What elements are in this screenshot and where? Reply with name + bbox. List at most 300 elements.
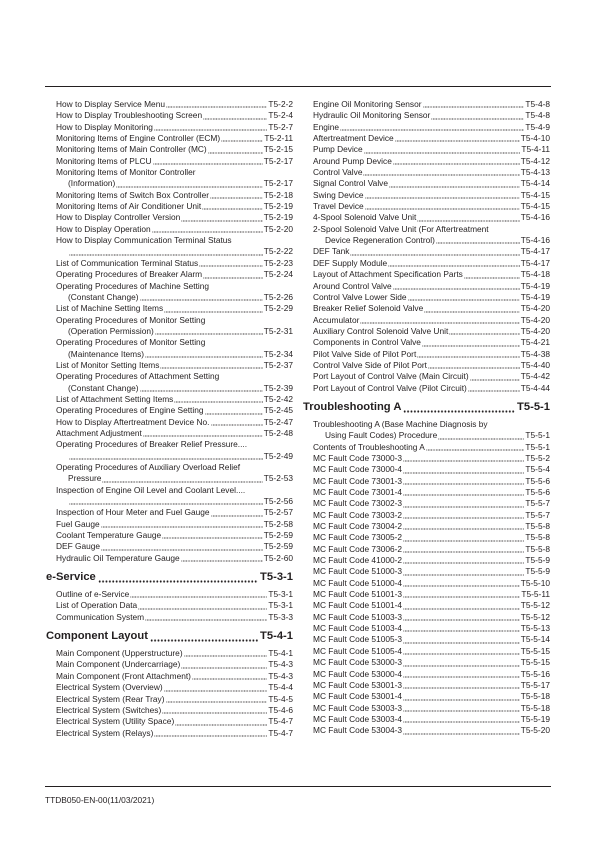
section-title: Troubleshooting A <box>303 400 402 413</box>
dot-leader <box>417 352 520 358</box>
toc-entry-page: T5-2-58 <box>263 518 293 529</box>
toc-entry-title: MC Fault Code 73000-3 <box>313 452 403 463</box>
toc-entry-title: Hydraulic Oil Monitoring Sensor <box>313 110 431 121</box>
dot-leader <box>140 295 263 301</box>
dot-leader <box>138 604 267 610</box>
dot-leader <box>438 434 524 440</box>
toc-entry-title: Operating Procedures of Machine Setting <box>56 280 210 291</box>
toc-entry-title: Operating Procedures of Auxiliary Overload Relief <box>56 462 241 472</box>
dot-leader <box>365 204 520 210</box>
toc-entry[interactable] <box>56 281 293 292</box>
toc-entry-page: T5-5-8 <box>525 521 550 532</box>
toc-entry[interactable] <box>313 224 550 235</box>
toc-entry-page: T5-5-16 <box>520 668 550 679</box>
toc-entry-page: T5-4-8 <box>525 110 550 121</box>
dot-leader <box>150 636 258 642</box>
toc-entry-page: T5-2-7 <box>268 121 293 132</box>
toc-entry-title: Port Layout of Control Valve (Main Circuit) <box>313 371 469 382</box>
dot-leader <box>162 708 267 714</box>
toc-right-column <box>303 99 550 737</box>
toc-entry-title: Operating Procedures of Attachment Setting <box>56 371 220 382</box>
toc-entry-title: (Information) <box>68 178 116 189</box>
toc-entry-page: T5-5-6 <box>525 487 550 497</box>
toc-entry[interactable] <box>313 99 550 110</box>
toc-entry-title: How to Display Controller Version <box>56 212 181 223</box>
toc-entry-page: T5-4-15 <box>520 201 550 212</box>
toc-entry[interactable] <box>313 133 550 144</box>
toc-entry-title: MC Fault Code 51005-4 <box>313 645 403 656</box>
toc-entry[interactable] <box>313 201 550 212</box>
dot-leader <box>154 125 268 131</box>
dot-leader <box>403 706 520 712</box>
toc-entry[interactable] <box>56 235 293 246</box>
toc-entry[interactable] <box>56 553 293 564</box>
dot-leader <box>155 329 263 335</box>
toc-entry-title: (Maintenance Items) <box>68 348 145 359</box>
toc-entry[interactable] <box>56 201 293 212</box>
toc-entry[interactable] <box>56 326 293 337</box>
dot-leader <box>154 731 267 737</box>
toc-entry-page: T5-2-53 <box>263 473 293 484</box>
dot-leader <box>423 102 525 108</box>
toc-entry-page: T5-2-37 <box>263 359 293 370</box>
toc-entry[interactable] <box>56 246 293 257</box>
toc-entry[interactable] <box>56 292 293 303</box>
toc-entry-page: T5-2-59 <box>263 530 293 541</box>
toc-entry[interactable] <box>313 144 550 155</box>
toc-entry-title: Signal Control Valve <box>313 178 388 189</box>
toc-entry[interactable] <box>313 269 550 280</box>
toc-entry-page: T5-4-14 <box>520 178 550 189</box>
dot-leader <box>403 558 524 564</box>
toc-list-service <box>56 99 293 564</box>
toc-entry-page: T5-5-18 <box>520 702 550 713</box>
toc-entry-page: T5-4-7 <box>268 727 293 738</box>
toc-entry[interactable] <box>56 648 293 659</box>
dot-leader <box>166 697 268 703</box>
toc-entry-page: T5-2-26 <box>263 291 293 302</box>
dot-leader <box>436 238 520 244</box>
toc-entry[interactable] <box>56 451 293 462</box>
toc-entry-title: Components in Control Valve <box>313 337 421 348</box>
toc-entry-page: T5-3-3 <box>268 611 293 622</box>
toc-entry[interactable] <box>313 714 550 725</box>
toc-entry[interactable] <box>56 110 293 121</box>
toc-entry-title: How to Display Communication Terminal Status <box>56 235 232 246</box>
dot-leader <box>422 341 520 347</box>
toc-entry-title: Main Component (Undercarriage) <box>56 659 181 670</box>
toc-entry-page: T5-4-20 <box>520 314 550 325</box>
toc-entry[interactable] <box>313 623 550 634</box>
toc-entry[interactable] <box>56 485 293 496</box>
dot-leader <box>431 114 524 120</box>
dot-leader <box>205 409 263 415</box>
toc-entry-title: Electrical System (Overview) <box>56 682 163 693</box>
toc-entry[interactable] <box>56 190 293 201</box>
toc-entry-page: T5-3-1 <box>268 600 293 611</box>
toc-entry-title: Breaker Relief Solenoid Valve <box>313 303 424 314</box>
toc-entry-title: Pump Device <box>313 144 363 155</box>
toc-entry-page: T5-4-18 <box>520 269 550 280</box>
dot-leader <box>403 513 524 519</box>
toc-entry[interactable] <box>56 462 293 473</box>
toc-entry-page: T5-2-17 <box>263 155 293 166</box>
toc-entry[interactable] <box>56 133 293 144</box>
toc-entry-title: MC Fault Code 41000-2 <box>313 555 403 566</box>
toc-entry[interactable] <box>56 405 293 416</box>
dot-leader <box>143 431 263 437</box>
toc-entry[interactable] <box>56 371 293 382</box>
toc-entry[interactable] <box>313 555 550 566</box>
toc-entry-page: T5-4-21 <box>520 337 550 348</box>
toc-entry-title: MC Fault Code 53001-4 <box>313 691 403 702</box>
toc-entry[interactable] <box>313 303 550 314</box>
toc-entry[interactable] <box>56 428 293 439</box>
toc-list-component-layout <box>56 648 293 739</box>
toc-entry-title: Monitoring Items of Main Controller (MC) <box>56 144 207 155</box>
toc-entry-title: List of Operation Data <box>56 600 138 611</box>
toc-entry-title: MC Fault Code 51001-4 <box>313 600 403 611</box>
dot-leader <box>202 204 263 210</box>
toc-entry-title: Control Valve <box>313 167 363 178</box>
dot-leader <box>184 651 268 657</box>
toc-entry[interactable] <box>313 337 550 348</box>
dot-leader <box>210 193 263 199</box>
toc-entry-title: MC Fault Code 53003-4 <box>313 713 403 724</box>
dot-leader <box>152 227 263 233</box>
dot-leader <box>393 159 520 165</box>
dot-leader <box>363 170 519 176</box>
toc-entry[interactable] <box>56 337 293 348</box>
dot-leader <box>403 581 520 587</box>
dot-leader <box>174 397 262 403</box>
toc-entry-page: T5-4-16 <box>520 212 550 223</box>
dot-leader <box>403 524 524 530</box>
toc-entry[interactable] <box>313 110 550 121</box>
dot-leader <box>403 536 524 542</box>
toc-entry[interactable] <box>313 178 550 189</box>
toc-entry-title: Aftertreatment Device <box>313 133 394 144</box>
dot-leader <box>424 307 520 313</box>
toc-entry[interactable] <box>313 156 550 167</box>
dot-leader <box>102 477 262 483</box>
toc-entry[interactable] <box>313 464 550 475</box>
toc-entry[interactable] <box>313 612 550 623</box>
toc-entry[interactable] <box>56 99 293 110</box>
toc-entry[interactable] <box>56 178 293 189</box>
toc-entry[interactable] <box>56 705 293 716</box>
toc-entry-page: T5-2-57 <box>263 507 293 518</box>
dot-leader <box>403 592 520 598</box>
toc-entry-title: MC Fault Code 73006-2 <box>313 543 403 554</box>
toc-entry-title: Communication System <box>56 611 145 622</box>
toc-entry[interactable] <box>313 544 550 555</box>
toc-entry[interactable] <box>313 453 550 464</box>
toc-entry-page: T5-4-7 <box>268 716 293 727</box>
toc-entry-page: T5-4-17 <box>520 246 550 257</box>
dot-leader <box>403 695 520 701</box>
toc-entry-title: Fuel Gauge <box>56 518 100 529</box>
toc-entry-title: How to Display Service Menu <box>56 99 165 109</box>
section-heading-troubleshooting-a[interactable] <box>303 399 550 416</box>
dot-leader <box>69 499 263 505</box>
toc-entry[interactable] <box>56 716 293 727</box>
dot-leader <box>403 604 520 610</box>
toc-entry-page: T5-5-15 <box>520 657 550 668</box>
toc-entry[interactable] <box>56 519 293 530</box>
toc-entry-title: Engine <box>313 121 339 132</box>
toc-entry-page: T5-4-19 <box>520 291 550 302</box>
toc-entry-page: T5-4-42 <box>520 371 550 382</box>
toc-entry[interactable] <box>313 669 550 680</box>
dot-leader <box>221 136 263 142</box>
toc-entry[interactable] <box>313 634 550 645</box>
dot-leader <box>203 273 263 279</box>
toc-entry[interactable] <box>313 235 550 246</box>
dot-leader <box>199 261 263 267</box>
toc-entry-page: T5-4-20 <box>520 303 550 314</box>
toc-entry-page: T5-4-10 <box>520 133 550 144</box>
toc-entry[interactable] <box>56 439 293 450</box>
dot-leader <box>350 250 519 256</box>
toc-entry-title: Control Valve Side of Pilot Port <box>313 359 427 370</box>
toc-entry[interactable] <box>313 360 550 371</box>
toc-entry[interactable] <box>313 476 550 487</box>
toc-entry[interactable] <box>56 360 293 371</box>
dot-leader <box>101 522 263 528</box>
toc-entry[interactable] <box>56 224 293 235</box>
toc-entry[interactable] <box>313 691 550 702</box>
toc-entry[interactable] <box>56 612 293 623</box>
toc-entry-title: 4-Spool Solenoid Valve Unit <box>313 212 417 223</box>
toc-entry-title: Monitoring Items of Engine Controller (ECM) <box>56 133 221 144</box>
toc-entry-title: Inspection of Engine Oil Level and Coolant Level.... <box>56 484 246 495</box>
dot-leader <box>417 216 520 222</box>
toc-entry[interactable] <box>313 258 550 269</box>
toc-entry-page: T5-2-45 <box>263 405 293 416</box>
toc-entry[interactable] <box>313 703 550 714</box>
toc-entry[interactable] <box>56 671 293 682</box>
dot-leader <box>449 329 520 335</box>
toc-entry-page: T5-5-7 <box>525 498 550 509</box>
dot-leader <box>403 615 520 621</box>
toc-entry[interactable] <box>313 680 550 691</box>
toc-entry-title: Hydraulic Oil Temperature Gauge <box>56 552 180 563</box>
toc-entry-page: T5-4-16 <box>520 235 550 246</box>
toc-entry[interactable] <box>313 281 550 292</box>
toc-entry-title: List of Attachment Setting Items <box>56 393 174 404</box>
toc-entry-title: MC Fault Code 51000-3 <box>313 566 403 577</box>
toc-entry-page: T5-2-56 <box>263 496 293 507</box>
toc-entry-title: Troubleshooting A (Base Machine Diagnosis by <box>313 418 488 429</box>
toc-entry[interactable] <box>56 682 293 693</box>
toc-entry[interactable] <box>56 167 293 178</box>
toc-list-troubleshooting <box>313 419 550 737</box>
toc-entry-page: T5-5-1 <box>525 430 550 441</box>
toc-entry-title: List of Communication Terminal Status <box>56 257 199 268</box>
toc-entry[interactable] <box>313 122 550 133</box>
dot-leader <box>140 386 263 392</box>
toc-entry-page: T5-4-12 <box>520 155 550 166</box>
toc-entry[interactable] <box>56 417 293 428</box>
toc-entry-page: T5-4-3 <box>268 670 293 681</box>
toc-entry[interactable] <box>56 530 293 541</box>
toc-entry[interactable] <box>313 646 550 657</box>
toc-entry[interactable] <box>56 383 293 394</box>
toc-entry[interactable] <box>313 326 550 337</box>
toc-entry-title: Device Regeneration Control) <box>325 235 435 246</box>
toc-entry[interactable] <box>313 167 550 178</box>
toc-entry-title: Using Fault Codes) Procedure <box>325 430 438 441</box>
toc-entry[interactable] <box>56 269 293 280</box>
toc-entry-title: Electrical System (Switches) <box>56 704 162 715</box>
toc-entry-page: T5-2-39 <box>263 382 293 393</box>
toc-entry-title: How to Display Aftertreatment Device No. <box>56 416 210 427</box>
toc-entry-title: Attachment Adjustment <box>56 427 142 438</box>
toc-entry-page: T5-2-48 <box>263 427 293 438</box>
toc-entry[interactable] <box>56 496 293 507</box>
dot-leader <box>403 661 520 667</box>
toc-entry[interactable] <box>313 292 550 303</box>
toc-entry-page: T5-4-20 <box>520 325 550 336</box>
dot-leader <box>403 626 520 632</box>
toc-entry[interactable] <box>313 657 550 668</box>
dot-leader <box>208 148 263 154</box>
toc-entry[interactable] <box>56 728 293 739</box>
bottom-rule <box>45 786 551 787</box>
toc-entry[interactable] <box>313 498 550 509</box>
toc-entry-title: Electrical System (Rear Tray) <box>56 693 165 704</box>
section-heading-component-layout[interactable] <box>46 628 293 645</box>
toc-entry-title: Engine Oil Monitoring Sensor <box>313 99 422 109</box>
toc-entry-title: MC Fault Code 51005-3 <box>313 634 403 645</box>
toc-entry-page: T5-4-8 <box>525 99 550 109</box>
toc-entry[interactable] <box>56 144 293 155</box>
toc-entry[interactable] <box>56 473 293 484</box>
toc-entry[interactable] <box>313 578 550 589</box>
toc-entry[interactable] <box>313 442 550 453</box>
section-page: T5-4-1 <box>260 630 293 643</box>
toc-entry-title: Pressure <box>68 473 102 484</box>
toc-entry[interactable] <box>56 507 293 518</box>
toc-entry[interactable] <box>313 419 550 430</box>
dot-leader <box>403 479 524 485</box>
toc-entry[interactable] <box>313 600 550 611</box>
toc-entry[interactable] <box>56 122 293 133</box>
toc-entry[interactable] <box>56 349 293 360</box>
toc-entry[interactable] <box>313 246 550 257</box>
toc-entry[interactable] <box>56 589 293 600</box>
toc-entry[interactable] <box>56 694 293 705</box>
dot-leader <box>464 273 520 279</box>
toc-entry-title: How to Display Monitoring <box>56 121 153 132</box>
toc-entry-page: T5-2-49 <box>263 450 293 461</box>
dot-leader <box>403 570 524 576</box>
toc-entry[interactable] <box>313 510 550 521</box>
toc-entry-page: T5-4-15 <box>520 189 550 200</box>
dot-leader <box>211 511 263 517</box>
dot-leader <box>408 295 520 301</box>
toc-entry[interactable] <box>313 212 550 223</box>
toc-entry-page: T5-5-1 <box>525 441 550 452</box>
toc-entry-title: MC Fault Code 51000-4 <box>313 577 403 588</box>
dot-leader <box>388 261 520 267</box>
toc-entry-title: Port Layout of Control Valve (Pilot Circuit) <box>313 382 467 393</box>
toc-entry[interactable] <box>56 303 293 314</box>
toc-entry[interactable] <box>313 349 550 360</box>
section-page: T5-5-1 <box>517 400 550 413</box>
toc-entry[interactable] <box>313 371 550 382</box>
toc-entry-page: T5-4-9 <box>525 121 550 132</box>
dot-leader <box>403 638 520 644</box>
toc-entry[interactable] <box>56 394 293 405</box>
toc-entry-title: Operating Procedures of Breaker Relief Pressure.... <box>56 439 248 450</box>
toc-entry[interactable] <box>56 212 293 223</box>
dot-leader <box>181 663 267 669</box>
toc-entry[interactable] <box>313 430 550 441</box>
toc-entry-page: T5-4-17 <box>520 257 550 268</box>
toc-entry[interactable] <box>313 589 550 600</box>
dot-leader <box>98 577 258 583</box>
dot-leader <box>403 683 520 689</box>
toc-entry[interactable] <box>56 600 293 611</box>
toc-entry-title: (Constant Change) <box>68 382 139 393</box>
dot-leader <box>403 502 524 508</box>
toc-entry[interactable] <box>313 566 550 577</box>
toc-entry[interactable] <box>313 521 550 532</box>
toc-entry-title: Operating Procedures of Breaker Alarm <box>56 269 203 280</box>
toc-entry[interactable] <box>313 532 550 543</box>
toc-entry-page: T5-5-6 <box>525 475 550 486</box>
toc-entry-page: T5-5-18 <box>520 691 550 702</box>
toc-entry-page: T5-5-15 <box>520 645 550 656</box>
toc-entry-page: T5-5-8 <box>525 532 550 543</box>
toc-entry[interactable] <box>313 315 550 326</box>
toc-entry-page: T5-5-11 <box>521 589 550 600</box>
toc-entry-title: DEF Tank <box>313 246 350 257</box>
toc-entry[interactable] <box>313 383 550 394</box>
toc-entry-title: MC Fault Code 53003-3 <box>313 702 403 713</box>
dot-leader <box>360 318 519 324</box>
toc-entry[interactable] <box>56 541 293 552</box>
toc-entry-page: T5-4-11 <box>521 144 550 155</box>
toc-entry[interactable] <box>56 156 293 167</box>
toc-entry-title: List of Monitor Setting Items <box>56 359 160 370</box>
toc-entry[interactable] <box>56 258 293 269</box>
toc-list-components <box>313 99 550 394</box>
toc-entry[interactable] <box>313 725 550 736</box>
toc-entry-page: T5-2-11 <box>264 133 293 144</box>
toc-entry-page: T5-4-6 <box>268 704 293 715</box>
toc-entry-page: T5-5-19 <box>520 713 550 724</box>
toc-entry-title: MC Fault Code 73001-4 <box>313 487 403 497</box>
toc-entry-title: Operating Procedures of Monitor Setting <box>56 337 206 348</box>
toc-entry-title: Monitoring Items of Monitor Controller <box>56 167 196 178</box>
toc-entry[interactable] <box>313 190 550 201</box>
toc-entry-page: T5-2-20 <box>263 223 293 234</box>
toc-entry-title: MC Fault Code 53001-3 <box>313 679 403 690</box>
dot-leader <box>403 729 520 735</box>
toc-entry[interactable] <box>56 659 293 670</box>
dot-leader <box>428 363 520 369</box>
toc-entry-title: Outline of e-Service <box>56 589 130 600</box>
toc-entry-title: MC Fault Code 51001-3 <box>313 589 403 600</box>
toc-entry-page: T5-5-2 <box>525 452 550 463</box>
toc-entry-page: T5-5-9 <box>525 566 550 577</box>
toc-entry[interactable] <box>313 487 550 498</box>
section-heading-e-service[interactable] <box>46 569 293 586</box>
toc-entry[interactable] <box>56 315 293 326</box>
